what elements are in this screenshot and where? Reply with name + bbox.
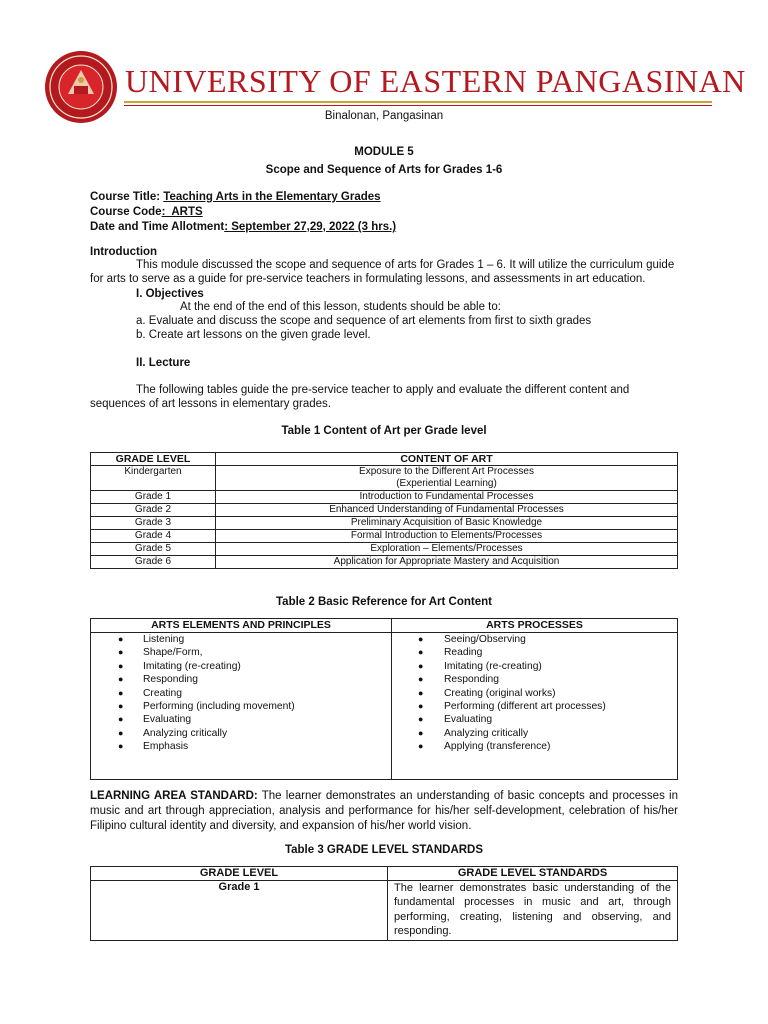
university-name: UNIVERSITY OF EASTERN PANGASINAN — [125, 63, 746, 99]
table3-caption: Table 3 GRADE LEVEL STANDARDS — [284, 844, 484, 856]
content-cell — [216, 466, 678, 491]
table-row — [91, 466, 678, 491]
bullet-icon: ● — [118, 687, 124, 698]
content-of-art-table — [90, 452, 678, 569]
learning-area-label: LEARNING AREA STANDARD: — [90, 790, 258, 802]
list-item-text: Creating — [143, 687, 182, 699]
table-row — [91, 556, 678, 569]
grade-cell: Grade 1 — [91, 491, 216, 504]
column-header: ARTS PROCESSES — [392, 619, 678, 633]
course-title-value: Teaching Arts in the Elementary Grades — [163, 191, 381, 203]
learning-area-line-2: music and art through appreciation, analysis and performance for his/her self-development, celebration of his/her — [90, 805, 678, 817]
course-code-label: Course Code — [90, 206, 162, 218]
grade-cell: Grade 1 — [91, 881, 388, 941]
content-cell: Preliminary Acquisition of Basic Knowledge — [216, 517, 678, 530]
column-header: GRADE LEVEL — [91, 867, 388, 881]
date-time-label: Date and Time Allotment — [90, 221, 225, 233]
module-title: MODULE 5 — [354, 146, 414, 158]
table-header-row — [91, 453, 678, 466]
content-cell: Introduction to Fundamental Processes — [216, 491, 678, 504]
processes-list — [392, 633, 677, 754]
grade-cell: Kindergarten — [91, 466, 216, 491]
table-header-row — [91, 619, 678, 633]
bullet-icon: ● — [418, 700, 424, 711]
objectives-intro: At the end of the end of this lesson, students should be able to: — [180, 301, 501, 313]
learning-area-text: The learner demonstrates an understanding of basic concepts and processes in — [257, 790, 678, 802]
course-title-line — [90, 191, 381, 203]
list-item — [392, 673, 677, 686]
content-text: (Experiential Learning) — [396, 478, 497, 489]
list-item — [91, 673, 391, 686]
content-cell: Exploration – Elements/Processes — [216, 543, 678, 556]
list-item — [91, 700, 391, 713]
content-cell: Application for Appropriate Mastery and Acquisition — [216, 556, 678, 569]
list-item — [392, 646, 677, 659]
processes-cell — [392, 633, 678, 780]
list-item — [392, 633, 677, 646]
bullet-icon: ● — [418, 741, 424, 752]
list-item — [392, 713, 677, 726]
list-item-text: Reading — [444, 647, 483, 659]
list-item-text: Emphasis — [143, 741, 189, 753]
list-item — [91, 660, 391, 673]
learning-area-line-3: Filipino cultural identity and diversity, and expansion of his/her world vision. — [90, 820, 472, 832]
bullet-icon: ● — [118, 647, 124, 658]
bullet-icon: ● — [118, 714, 124, 725]
list-item-text: Imitating (re-creating) — [444, 660, 542, 672]
course-title-label: Course Title: — [90, 191, 164, 203]
bullet-icon: ● — [418, 674, 424, 685]
list-item-text: Performing (including movement) — [143, 700, 295, 712]
standard-line: performing, creating, listening and observing, and — [394, 910, 671, 923]
bullet-icon: ● — [418, 687, 424, 698]
table-header-row — [91, 867, 678, 881]
list-item-text: Analyzing critically — [444, 727, 529, 739]
list-item-text: Evaluating — [444, 714, 493, 726]
grade-cell: Grade 4 — [91, 530, 216, 543]
list-item — [392, 700, 677, 713]
grade-cell: Grade 3 — [91, 517, 216, 530]
list-item-text: Creating (original works) — [444, 687, 556, 699]
content-cell: Formal Introduction to Elements/Processes — [216, 530, 678, 543]
grade-cell: Grade 6 — [91, 556, 216, 569]
introduction-line-2: for arts to serve as a guide for pre-service teachers in formulating lessons, and assessments in art education. — [90, 273, 646, 285]
grade-level-standards-table — [90, 866, 678, 941]
bullet-icon: ● — [118, 741, 124, 752]
list-item-text: Applying (transference) — [444, 741, 551, 753]
university-location: Binalonan, Pangasinan — [324, 110, 444, 122]
list-item-text: Imitating (re-creating) — [143, 660, 241, 672]
bullet-icon: ● — [418, 727, 424, 738]
grade-cell: Grade 5 — [91, 543, 216, 556]
list-item-text: Evaluating — [143, 714, 192, 726]
objective-item: b. Create art lessons on the given grade level. — [136, 329, 371, 341]
bullet-icon: ● — [418, 714, 424, 725]
list-item — [91, 633, 391, 646]
table-row — [91, 517, 678, 530]
bullet-icon: ● — [418, 660, 424, 671]
standard-cell — [388, 881, 678, 941]
list-item — [392, 727, 677, 740]
bullet-icon: ● — [418, 634, 424, 644]
list-item-text: Seeing/Observing — [444, 634, 526, 645]
introduction-heading: Introduction — [90, 246, 158, 258]
course-code-line — [90, 206, 203, 218]
list-item — [392, 740, 677, 753]
table-row — [91, 633, 678, 780]
list-item — [392, 687, 677, 700]
elements-list — [91, 633, 391, 754]
list-item — [91, 740, 391, 753]
list-item — [392, 660, 677, 673]
content-cell: Enhanced Understanding of Fundamental Processes — [216, 504, 678, 517]
course-code-value: : ARTS — [161, 206, 203, 218]
bullet-icon: ● — [118, 674, 124, 685]
introduction-line-1: This module discussed the scope and sequence of arts for Grades 1 – 6. It will utilize the curriculum guide — [136, 259, 675, 271]
bullet-icon: ● — [118, 634, 124, 644]
list-item-text: Performing (different art processes) — [444, 700, 606, 712]
table1-caption: Table 1 Content of Art per Grade level — [281, 425, 487, 437]
content-text: Exposure to the Different Art Processes — [359, 466, 534, 477]
table-row — [91, 530, 678, 543]
elements-cell — [91, 633, 392, 780]
column-header: GRADE LEVEL STANDARDS — [388, 867, 678, 881]
header-rule — [124, 101, 712, 103]
list-item — [91, 727, 391, 740]
column-header: CONTENT OF ART — [216, 453, 678, 466]
table2-caption: Table 2 Basic Reference for Art Content — [276, 596, 492, 608]
list-item-text: Shape/Form, — [143, 647, 203, 659]
column-header: ARTS ELEMENTS AND PRINCIPLES — [91, 619, 392, 633]
date-time-value: : September 27,29, 2022 (3 hrs.) — [224, 221, 397, 233]
standard-line: The learner demonstrates basic understanding of the — [394, 882, 671, 894]
objectives-heading: I. Objectives — [136, 288, 204, 300]
date-time-line — [90, 221, 396, 233]
table-row — [91, 491, 678, 504]
table-row — [91, 881, 678, 941]
bullet-icon: ● — [118, 700, 124, 711]
list-item-text: Listening — [143, 634, 185, 645]
table-row — [91, 543, 678, 556]
module-subtitle: Scope and Sequence of Arts for Grades 1-6 — [265, 164, 503, 176]
learning-area-line-1 — [90, 789, 678, 804]
lecture-line-2: sequences of art lessons in elementary grades. — [90, 398, 331, 410]
art-content-reference-table — [90, 618, 678, 780]
grade-cell: Grade 2 — [91, 504, 216, 517]
lecture-heading: II. Lecture — [136, 357, 191, 369]
list-item-text: Responding — [444, 674, 499, 686]
list-item-text: Responding — [143, 674, 198, 686]
bullet-icon: ● — [118, 660, 124, 671]
table-row — [91, 504, 678, 517]
header-rule-red — [124, 105, 712, 106]
standard-line: fundamental processes in music and art, through — [394, 896, 671, 909]
standard-line: responding. — [394, 924, 452, 937]
bullet-icon: ● — [418, 647, 424, 658]
list-item — [91, 687, 391, 700]
lecture-line-1: The following tables guide the pre-service teacher to apply and evaluate the different content and — [136, 384, 630, 396]
list-item — [91, 713, 391, 726]
bullet-icon: ● — [118, 727, 124, 738]
list-item — [91, 646, 391, 659]
column-header: GRADE LEVEL — [91, 453, 216, 466]
list-item-text: Analyzing critically — [143, 727, 228, 739]
objective-item: a. Evaluate and discuss the scope and sequence of art elements from first to sixth grades — [136, 315, 592, 327]
